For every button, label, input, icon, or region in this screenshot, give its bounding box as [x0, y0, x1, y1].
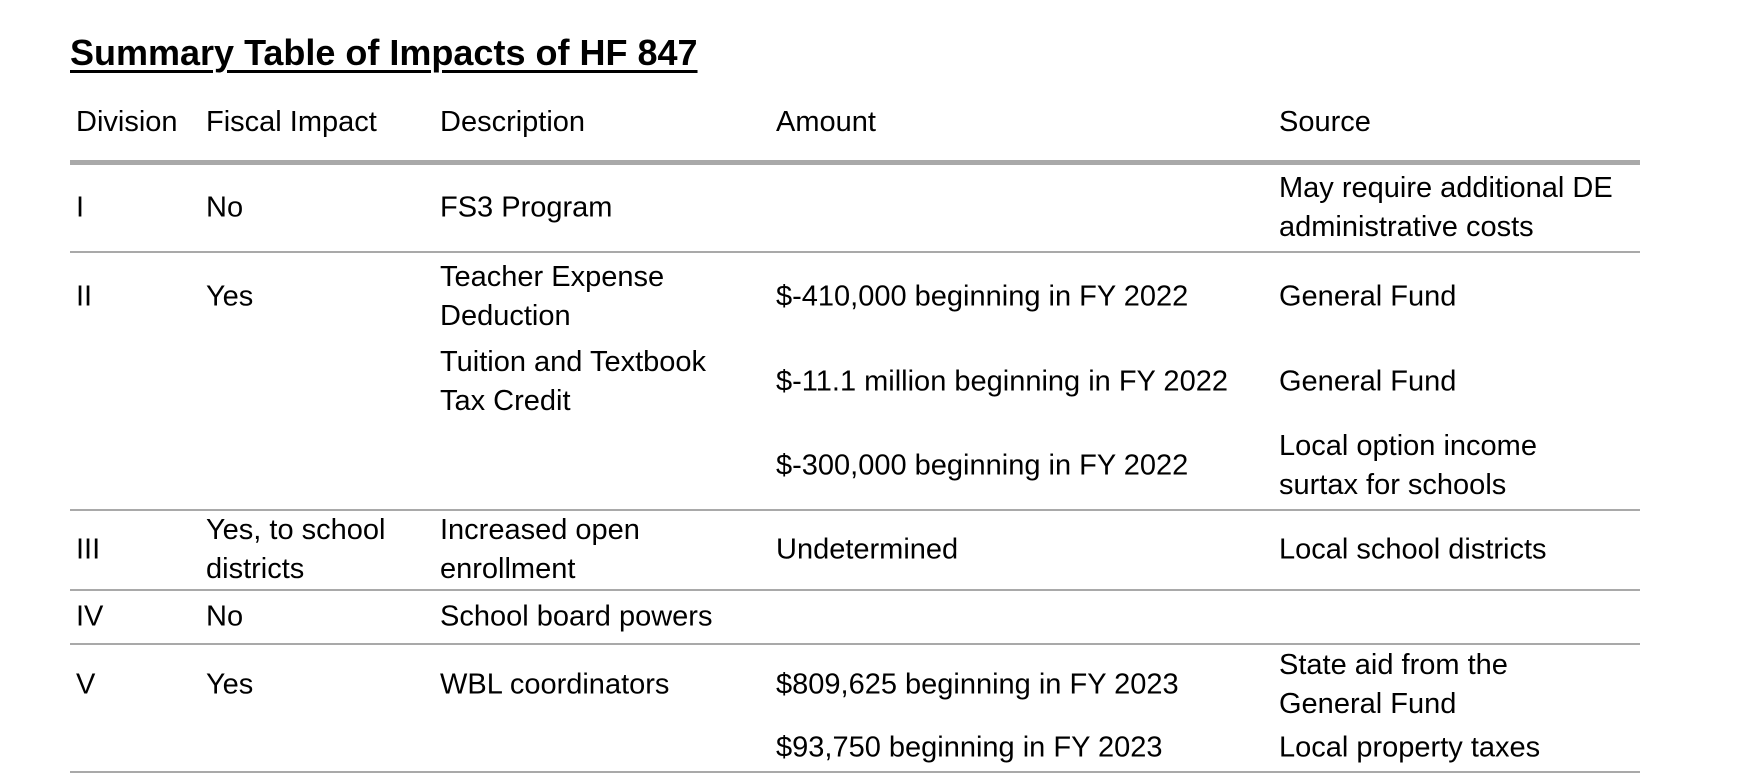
amount-cell: $-11.1 million beginning in FY 2022: [776, 365, 1228, 398]
fiscal-impact-cell: No: [206, 600, 244, 633]
impacts-table: [70, 106, 1640, 773]
header-source: Source: [1279, 106, 1371, 138]
source-cell: State aid from the General Fund: [1279, 649, 1508, 720]
fiscal-impact-cell: Yes: [206, 280, 254, 313]
description-cell: Tuition and Textbook Tax Credit: [440, 346, 707, 417]
header-division: Division: [76, 106, 178, 138]
fiscal-impact-cell: Yes: [206, 668, 254, 701]
amount-cell: $93,750 beginning in FY 2023: [776, 731, 1163, 764]
fiscal-impact-cell: Yes, to school districts: [206, 514, 386, 585]
table-row: [70, 511, 1640, 591]
description-cell: School board powers: [440, 600, 713, 633]
description-cell: WBL coordinators: [440, 668, 670, 701]
source-cell: Local option income surtax for schools: [1279, 430, 1537, 501]
table-row: [70, 165, 1640, 253]
fiscal-impact-cell: No: [206, 191, 244, 224]
description-cell: Teacher Expense Deduction: [440, 261, 665, 332]
source-cell: General Fund: [1279, 280, 1457, 313]
division-cell: II: [76, 280, 93, 313]
source-cell: Local school districts: [1279, 533, 1547, 566]
amount-cell: $-300,000 beginning in FY 2022: [776, 449, 1189, 482]
division-cell: IV: [76, 600, 104, 633]
header-description: Description: [440, 106, 586, 138]
amount-cell: $809,625 beginning in FY 2023: [776, 668, 1179, 701]
header-fiscal-impact: Fiscal Impact: [206, 106, 377, 138]
amount-cell: $-410,000 beginning in FY 2022: [776, 280, 1189, 313]
table-row: [70, 591, 1640, 645]
division-cell: I: [76, 191, 85, 224]
description-cell: Increased open enrollment: [440, 514, 640, 585]
page-title: Summary Table of Impacts of HF 847: [70, 32, 698, 73]
division-cell: III: [76, 533, 101, 566]
header-amount: Amount: [776, 106, 876, 138]
table-header-row: [70, 106, 1640, 165]
table-row: [70, 253, 1640, 511]
division-cell: V: [76, 668, 96, 701]
source-cell: May require additional DE administrative costs: [1279, 172, 1613, 243]
description-cell: FS3 Program: [440, 191, 613, 224]
source-cell: Local property taxes: [1279, 731, 1541, 764]
table-row: [70, 645, 1640, 773]
source-cell: General Fund: [1279, 365, 1457, 398]
amount-cell: Undetermined: [776, 533, 959, 566]
